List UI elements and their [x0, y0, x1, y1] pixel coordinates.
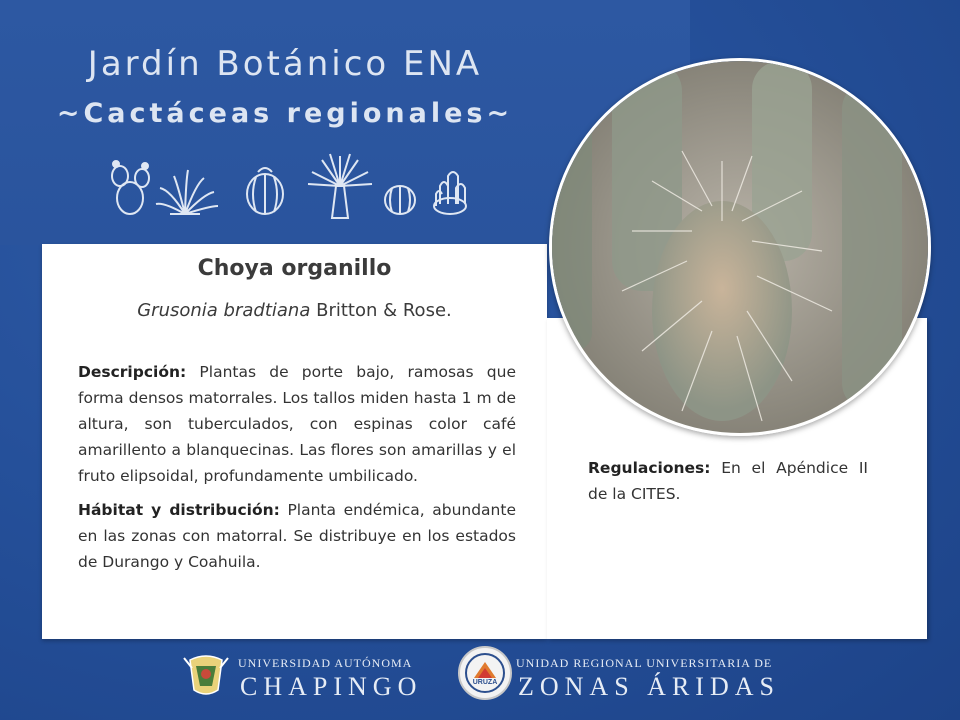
columnar-cluster-icon: [434, 172, 466, 214]
species-scientific-name: [42, 300, 547, 321]
barrel-cactus-icon: [247, 168, 283, 214]
chapingo-big-text: CHAPINGO: [240, 672, 423, 701]
description-label: Descripción:: [78, 363, 187, 381]
opuntia-cactus-icon: [112, 161, 149, 214]
uruza-badge-text: URUZA: [472, 679, 498, 686]
uruza-big-text: ZONAS ÁRIDAS: [518, 672, 780, 701]
chapingo-logo: [182, 650, 230, 700]
round-cactus-icon: [385, 186, 415, 214]
agave-icon: [156, 170, 218, 214]
habitat-paragraph: [78, 497, 516, 575]
garden-title: Jardín Botánico ENA: [87, 44, 483, 84]
uruza-logo: [458, 646, 512, 700]
garden-subtitle: ~Cactáceas regionales~: [56, 98, 514, 129]
habitat-label: Hábitat y distribución:: [78, 501, 280, 519]
regulations-label: Regulaciones:: [588, 459, 711, 477]
habitat-text: Planta endémica, abundante en las zonas con matorral. Se distribuye en los estados de Durango y Coahuila.: [78, 501, 516, 571]
regulations-paragraph: [588, 455, 868, 507]
yucca-icon: [308, 154, 372, 218]
species-binomial: Grusonia bradtiana: [137, 300, 311, 321]
regulations-text: En el Apéndice II de la CITES.: [588, 459, 868, 503]
description-text: Plantas de porte bajo, ramosas que forma densos matorrales. Los tallos miden hasta 1 m de altura, son tuberculados, con espinas color café amarillento a blanquecinas. Las flores son amarillas y el fruto elipsoidal, profundamente umbilicado.: [78, 363, 516, 485]
uruza-small-text: UNIDAD REGIONAL UNIVERSITARIA DE: [516, 656, 773, 670]
chapingo-small-text: UNIVERSIDAD AUTÓNOMA: [238, 656, 413, 670]
cactus-icons-row: [100, 150, 490, 220]
species-common-name: Choya organillo: [197, 256, 392, 281]
species-authority: Britton & Rose.: [316, 300, 452, 321]
description-paragraph: [78, 359, 516, 489]
cactus-photo: [549, 58, 931, 436]
